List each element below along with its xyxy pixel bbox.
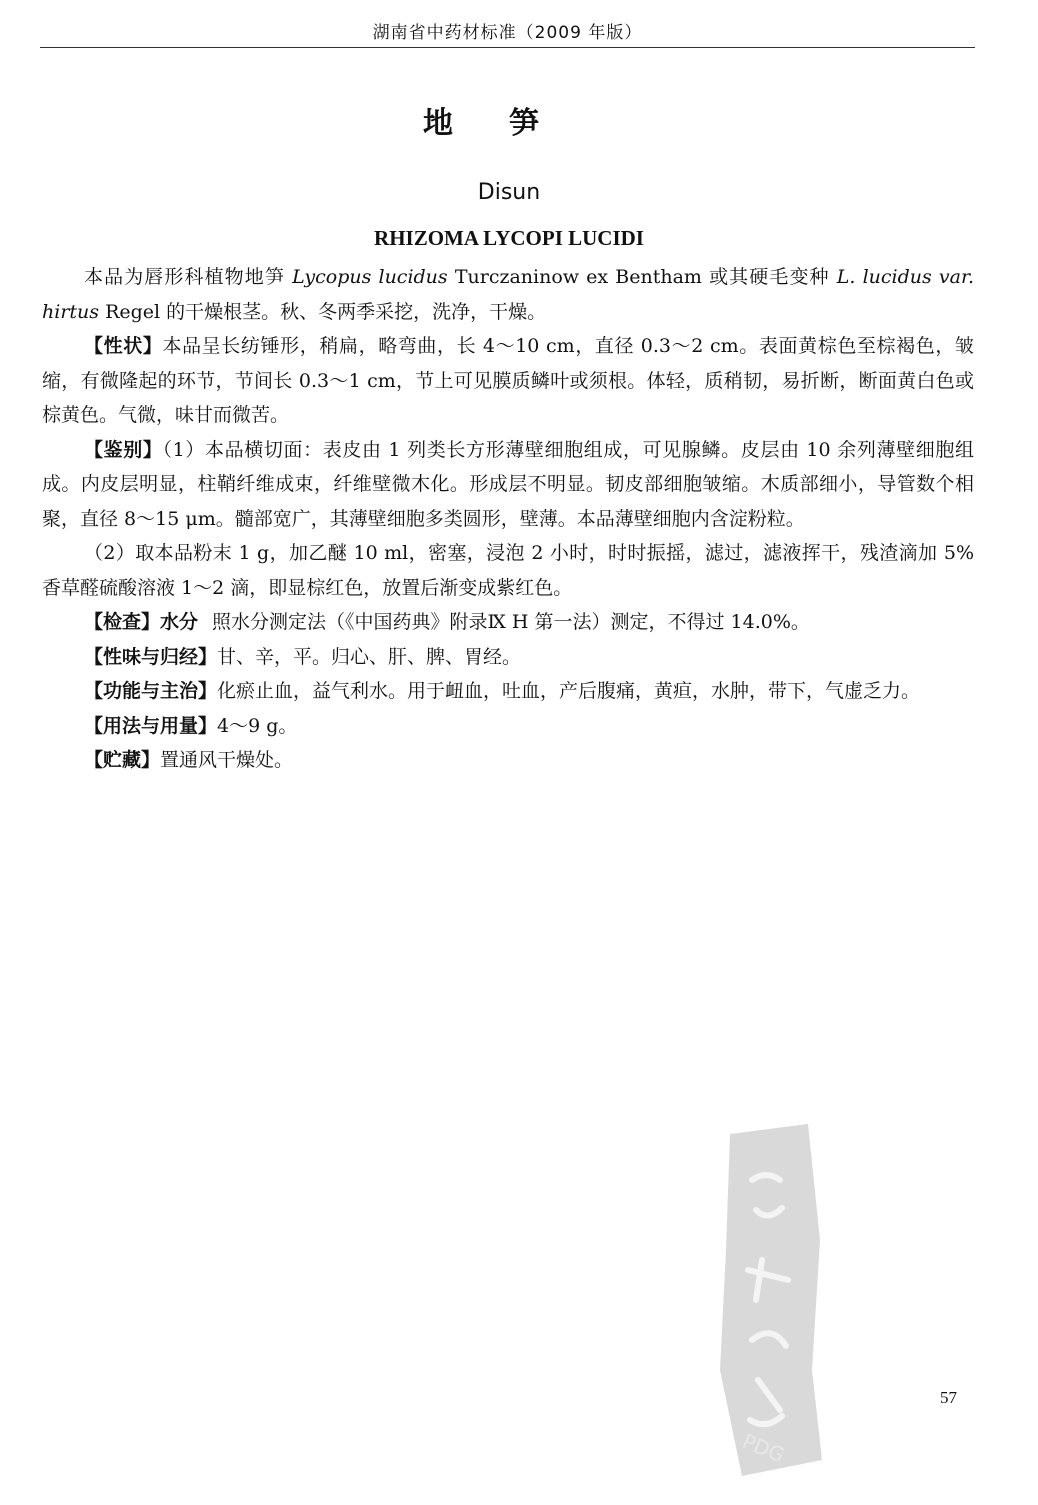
section-text-description: 本品呈长纺锤形，稍扁，略弯曲，长 4～10 cm，直径 0.3～2 cm。表面黄棕色至棕褐色，皱缩，有微隆起的环节，节间长 0.3～1 cm，节上可见膜质鳞叶或须根。体轻，质稍韧，易折断，断面黄白色或棕黄色。气微，味甘而微苦。 — [42, 335, 974, 426]
monograph-title-chinese: 地笋 — [423, 106, 595, 141]
section-head-storage: 【贮藏】 — [84, 749, 161, 771]
section-text-usage-dosage: 4～9 g。 — [217, 714, 298, 737]
section-function-indication — [42, 674, 974, 709]
intro-text-1: 本品为唇形科植物地笋 — [84, 266, 293, 288]
section-text-function-indication: 化瘀止血，益气利水。用于衄血，吐血，产后腹痛，黄疸，水肿，带下，气虚乏力。 — [217, 680, 921, 702]
watermark-seal — [712, 1120, 824, 1480]
section-storage — [42, 743, 974, 778]
page-number: 57 — [940, 1388, 957, 1407]
monograph-body — [42, 260, 974, 778]
section-identification — [42, 433, 974, 537]
subsection-head-moisture: 水分 — [160, 611, 199, 633]
intro-latin-species: Lycopus lucidus — [292, 266, 448, 288]
section-head-usage-dosage: 【用法与用量】 — [84, 714, 218, 737]
section-identification-2 — [42, 536, 974, 605]
section-text-storage: 置通风干燥处。 — [160, 749, 294, 771]
section-text-nature-meridian: 甘、辛，平。归心、肝、脾、胃经。 — [217, 645, 522, 668]
section-head-description: 【性状】 — [84, 335, 163, 357]
section-text-identification-1: （1）本品横切面：表皮由 1 列类长方形薄壁细胞组成，可见腺鳞。皮层由 10 余列薄壁细胞组成。内皮层明显，柱鞘纤维成束，纤维壁微木化。形成层不明显。韧皮部细胞皱缩。木质部细小，导管数个相聚，直径 8～15 μm。髓部宽广，其薄壁细胞多类圆形，壁薄。本品薄壁细胞内含淀粉粒。 — [42, 438, 974, 530]
section-usage-dosage — [42, 709, 974, 744]
intro-latin-variety: L. lucidus var. hirtus — [42, 266, 975, 323]
header-rule — [40, 47, 975, 48]
section-text-identification-2: （2）取本品粉末 1 g，加乙醚 10 ml，密塞，浸泡 2 小时，时时振摇，滤过，滤液挥干，残渣滴加 5%香草醛硫酸溶液 1～2 滴，即显棕红色，放置后渐变成紫红色。 — [42, 542, 974, 599]
running-header: 湖南省中药材标准（2009 年版） — [372, 23, 643, 43]
intro-text-2: Turczaninow ex Bentham 或其硬毛变种 — [447, 266, 837, 288]
section-head-nature-meridian: 【性味与归经】 — [84, 645, 218, 668]
section-description — [42, 329, 974, 433]
monograph-title-latin: RHIZOMA LYCOPI LUCIDI — [374, 226, 644, 250]
section-head-inspection: 【检查】 — [84, 611, 161, 633]
intro-paragraph — [42, 260, 974, 329]
section-head-identification: 【鉴别】 — [84, 438, 163, 461]
section-inspection — [42, 605, 974, 640]
monograph-title-pinyin: Disun — [477, 180, 541, 205]
watermark-pdg-label: PDG — [739, 1428, 788, 1468]
intro-text-3: Regel 的干燥根茎。秋、冬两季采挖，洗净，干燥。 — [99, 300, 547, 323]
section-head-function-indication: 【功能与主治】 — [84, 680, 218, 702]
section-text-inspection: 照水分测定法（《中国药典》附录Ⅸ H 第一法）测定，不得过 14.0%。 — [212, 611, 810, 633]
section-nature-meridian — [42, 640, 974, 675]
